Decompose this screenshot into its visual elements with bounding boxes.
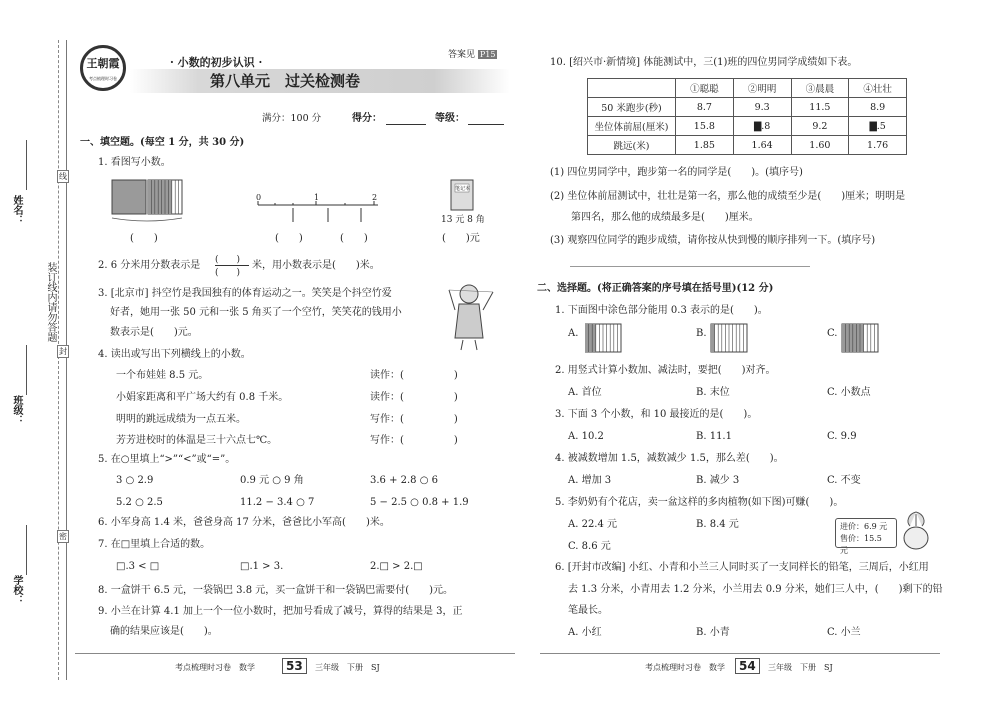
- q5-item-3: 3.6 + 2.8 ○ 6: [370, 475, 438, 486]
- right-footer-grade: 三年级 下册 SJ: [768, 663, 833, 672]
- q3-line3: 数表示是( )元。: [110, 327, 198, 338]
- c2-text: 2. 用竖式计算小数加、减法时，要把( )对齐。: [555, 365, 776, 376]
- mark-seal: 封: [59, 347, 67, 356]
- q8-text: 8. 一盒饼干 6.5 元，一袋锅巴 3.8 元，买一盒饼干和一袋锅巴需要付( )元。: [98, 585, 454, 596]
- decimal-grid-partial: [148, 180, 182, 214]
- q5-item-1: 3 ○ 2.9: [116, 475, 154, 486]
- sell-price: 售价：15.5 元: [840, 534, 882, 555]
- q1-answer-4: ( )元: [442, 233, 480, 244]
- q10-1: (1) 四位男同学中，跑步第一名的同学是( )。(填序号): [550, 167, 803, 178]
- c1-opt-a: A.: [568, 328, 579, 339]
- c6-line1: 6. [开封市改编] 小红、小青和小兰三人同时买了一支同样长的铅笔，三周后，小红用: [555, 562, 929, 573]
- page-title: 第八单元 过关检测卷: [210, 72, 361, 90]
- q5-item-2: 0.9 元 ○ 9 角: [240, 475, 304, 486]
- q5-text: 5. 在○里填上“>”“<”或“=”。: [98, 454, 236, 465]
- q9-line1: 9. 小兰在计算 4.1 加上一个一位小数时，把加号看成了减号，算得的结果是 3，正: [98, 606, 463, 617]
- c2-opt-c: C. 小数点: [827, 387, 871, 398]
- c2-opt-a: A. 首位: [568, 387, 602, 398]
- c6-line2: 去 1.3 分米，小青用去 1.2 分米，小兰用去 0.9 分米，她们三人中，( )剩下的铅: [568, 584, 943, 595]
- c5-opt-b: B. 8.4 元: [696, 519, 739, 530]
- q3-line1: 3. [北京市] 抖空竹是我国独有的体育运动之一。笑笑是个抖空竹爱: [98, 288, 392, 299]
- name-label: 姓名：: [11, 195, 22, 225]
- c4-opt-c: C. 不变: [827, 475, 861, 486]
- score-label: 得分：: [352, 113, 382, 124]
- left-footer-page: 53: [282, 658, 307, 674]
- solid-line: [66, 40, 67, 680]
- option-c-grid: [842, 324, 878, 352]
- q4-row4-answer: 写作：( ): [370, 435, 458, 446]
- tick-2: 2: [372, 193, 378, 202]
- tick-1: 1: [314, 193, 320, 202]
- score-blank: [386, 124, 426, 125]
- grade-blank: [468, 124, 504, 125]
- class-underline: [26, 345, 27, 395]
- c5-opt-c: C. 8.6 元: [568, 541, 611, 552]
- cost-price: 进价：6.9 元: [840, 522, 888, 531]
- q10-2a: (2) 坐位体前屈测试中，壮壮是第一名，那么他的成绩至少是( )厘米；明明是: [550, 191, 906, 202]
- q4-row4-text: 芳芳进校时的体温是三十六点七℃。: [116, 435, 278, 446]
- c5-text: 5. 李奶奶有个花店，卖一盆这样的多肉植物(如下图)可赚( )。: [555, 497, 844, 508]
- c4-opt-a: A. 增加 3: [568, 475, 612, 486]
- seal-text: 装订线内请勿答题: [45, 262, 56, 342]
- diabolo-girl-illustration: [445, 280, 500, 352]
- option-b-grid: [711, 324, 747, 352]
- c2-opt-b: B. 末位: [696, 387, 730, 398]
- notebook-label: 笔记本: [455, 186, 471, 192]
- q4-row2-answer: 读作：( ): [370, 392, 458, 403]
- q4-row2-text: 小娟家距离和平广场大约有 0.8 千米。: [116, 392, 289, 403]
- section2-heading: 二、选择题。(将正确答案的序号填在括号里)(12 分): [537, 283, 774, 294]
- q7-item-1: □.3 < □: [116, 561, 160, 572]
- table-row: 坐位体前屈(厘米) 15.8 ▇.8 9.2 ▇.5: [588, 117, 907, 136]
- q1-answer-1: ( ): [130, 233, 158, 244]
- q2-text-start: 2. 6 分米用分数表示是: [98, 260, 201, 271]
- c3-opt-c: C. 9.9: [827, 431, 857, 442]
- c6-opt-a: A. 小红: [568, 627, 602, 638]
- c6-opt-b: B. 小青: [696, 627, 730, 638]
- c6-line3: 笔最长。: [568, 605, 608, 616]
- table-row: 跳远(米) 1.85 1.64 1.60 1.76: [588, 136, 907, 155]
- table-row: 50 米跑步(秒) 8.7 9.3 11.5 8.9: [588, 98, 907, 117]
- fitness-table: [587, 78, 907, 155]
- q4-row1-text: 一个布娃娃 8.5 元。: [116, 370, 209, 381]
- dashed-cut-line: [58, 40, 59, 680]
- price-tag: 13 元 8 角: [441, 215, 485, 225]
- q5-item-5: 11.2 − 3.4 ○ 7: [240, 497, 315, 508]
- q1-text: 1. 看图写小数。: [98, 157, 171, 168]
- c4-opt-b: B. 减少 3: [696, 475, 740, 486]
- q4-row1-answer: 读作：( ): [370, 370, 458, 381]
- q2-fraction-blank: ( ) ( ): [215, 252, 249, 278]
- c1-text: 1. 下面图中涂色部分能用 0.3 表示的是( )。: [555, 305, 768, 316]
- c3-text: 3. 下面 3 个小数，和 10 最接近的是( )。: [555, 409, 758, 420]
- header-subtitle: · 小数的初步认识 ·: [170, 56, 263, 69]
- q4-row3-text: 明明的跳远成绩为一点五米。: [116, 414, 246, 425]
- number-line: [258, 201, 378, 222]
- name-underline: [26, 140, 27, 190]
- q5-item-6: 5 − 2.5 ○ 0.8 + 1.9: [370, 497, 469, 508]
- q4-text: 4. 读出或写出下列横线上的小数。: [98, 349, 251, 360]
- left-footer-grade: 三年级 下册 SJ: [315, 663, 380, 672]
- tick-0: 0: [256, 193, 262, 202]
- right-footer-book: 考点梳理时习卷 数学: [645, 663, 725, 672]
- binding-margin: [0, 0, 75, 708]
- c5-opt-a: A. 22.4 元: [568, 519, 618, 530]
- left-footer-rule: [75, 653, 515, 654]
- q4-row3-answer: 写作：( ): [370, 414, 458, 425]
- q10-2b: 第四名，那么他的成绩最多是( )厘米。: [571, 212, 759, 223]
- answer-page-badge: P15: [479, 50, 496, 59]
- table-header-row: ①聪聪 ②明明 ③晨晨 ④壮壮: [588, 79, 907, 98]
- c1-figures: [585, 323, 905, 355]
- q6-text: 6. 小军身高 1.4 米，爸爸身高 17 分米，爸爸比小军高( )米。: [98, 517, 390, 528]
- grade-label: 等级：: [435, 113, 465, 124]
- c1-opt-b: B.: [696, 328, 707, 339]
- q9-line2: 确的结果应该是( )。: [110, 626, 218, 637]
- class-label: 班级：: [11, 395, 22, 425]
- q10-3: (3) 观察四位同学的跑步成绩，请你按从快到慢的顺序排列一下。(填序号): [550, 235, 876, 246]
- school-underline: [26, 525, 27, 575]
- left-footer-book: 考点梳理时习卷 数学: [175, 663, 255, 672]
- c3-opt-a: A. 10.2: [568, 431, 604, 442]
- right-footer-rule: [540, 653, 940, 654]
- option-a-grid: [585, 324, 621, 352]
- section1-heading: 一、填空题。(每空 1 分，共 30 分): [80, 137, 245, 148]
- price-card: [835, 518, 897, 555]
- q3-line2: 好者，她用一张 50 元和一张 5 角买了一个空竹，笑笑花的钱用小: [110, 307, 402, 318]
- q2-text-end: 米，用小数表示是( )米。: [252, 260, 380, 271]
- q1-answer-3: ( ): [340, 233, 368, 244]
- q5-item-4: 5.2 ○ 2.5: [116, 497, 163, 508]
- mark-line: 线: [59, 172, 67, 181]
- q1-answer-2: ( ): [275, 233, 303, 244]
- school-label: 学校：: [11, 575, 22, 605]
- logo: 王朝霞 考点梳理时习卷: [80, 45, 126, 91]
- full-score: 满分：100 分: [262, 113, 322, 124]
- c6-opt-c: C. 小兰: [827, 627, 861, 638]
- right-footer-page: 54: [735, 658, 760, 674]
- c3-opt-b: B. 11.1: [696, 431, 732, 442]
- q7-text: 7. 在□里填上合适的数。: [98, 539, 211, 550]
- answer-ref: 答案见 P15: [448, 50, 496, 60]
- mark-dense: 密: [59, 532, 67, 541]
- c1-opt-c: C.: [827, 328, 838, 339]
- divider: [570, 266, 810, 267]
- q10-text: 10. [绍兴市·新情境] 体能测试中，三(1)班的四位男同学成绩如下表。: [550, 57, 858, 68]
- decimal-grid-full: [112, 180, 146, 214]
- q7-item-3: 2.□ > 2.□: [370, 561, 423, 572]
- brace: [112, 218, 182, 221]
- succulent-pot-icon: [900, 508, 932, 552]
- c4-text: 4. 被减数增加 1.5，减数减少 1.5，那么差( )。: [555, 453, 784, 464]
- q7-item-2: □.1 > 3.: [240, 561, 284, 572]
